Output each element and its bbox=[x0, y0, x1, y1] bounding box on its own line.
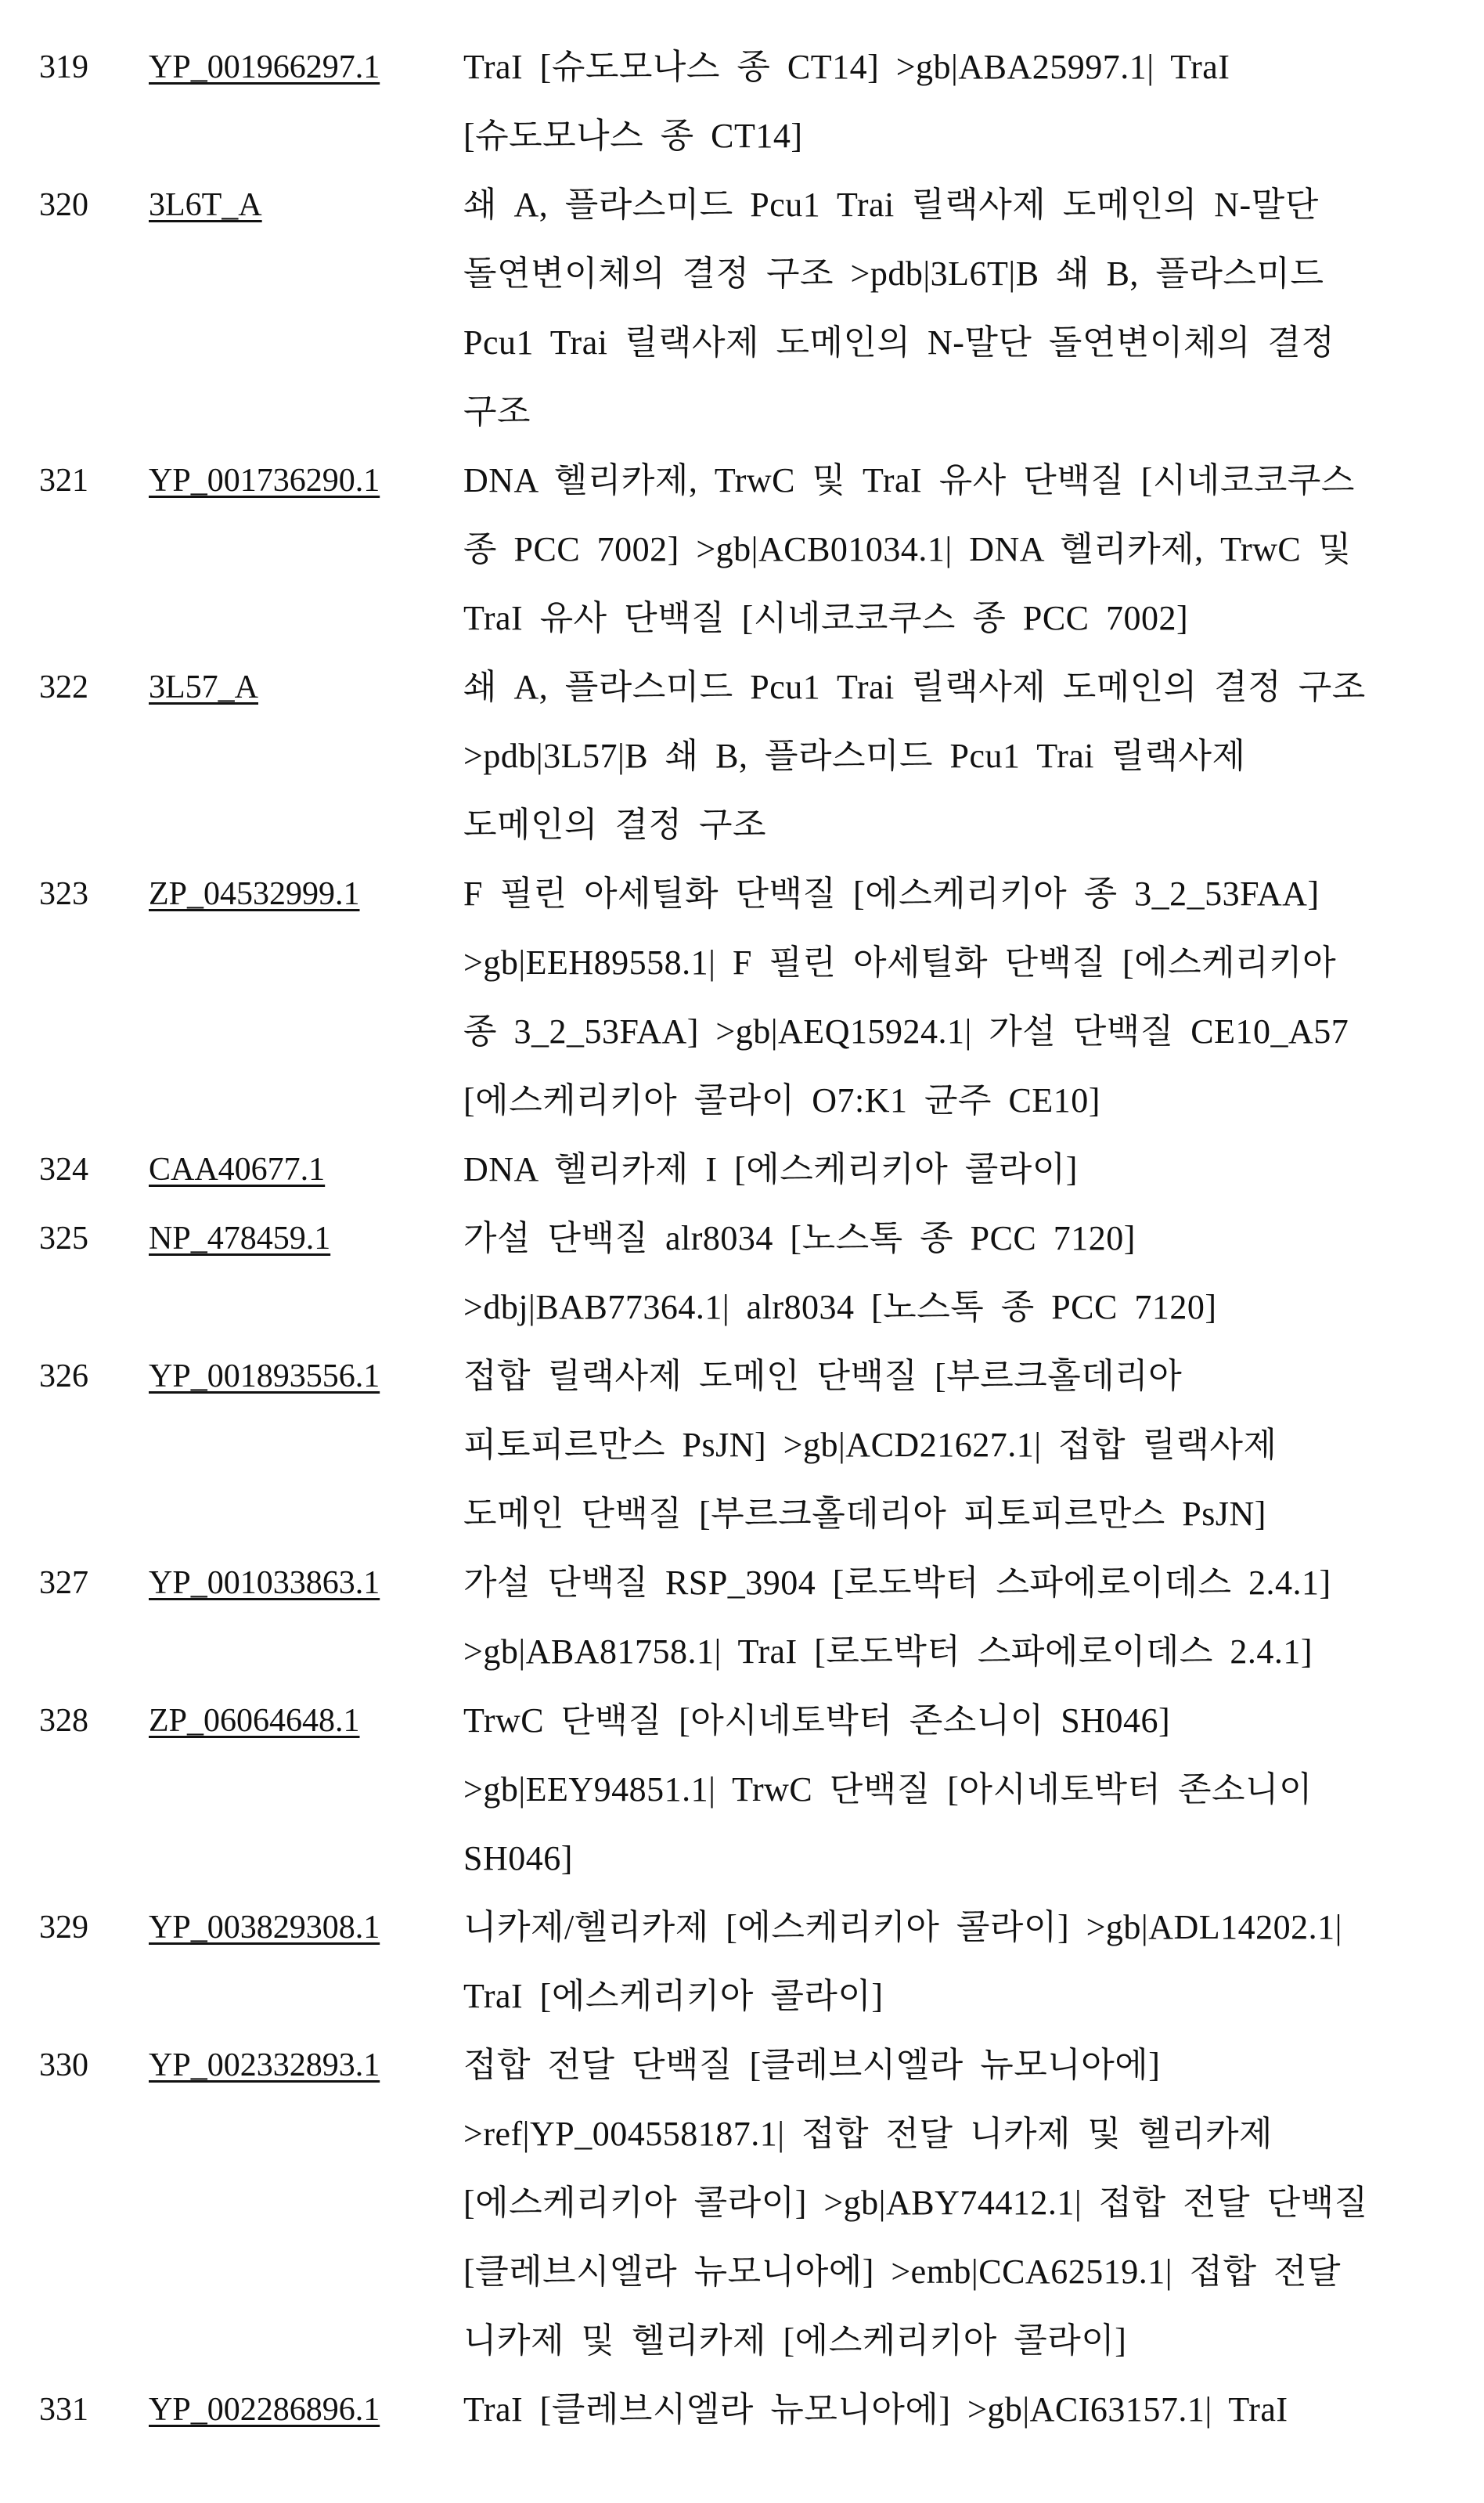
description-line: TrwC 단백질 [아시네토박터 존소니이 SH046] bbox=[463, 1701, 1171, 1740]
entry-number: 320 bbox=[39, 187, 88, 223]
accession-cell bbox=[149, 171, 463, 240]
description-cell bbox=[463, 33, 1434, 171]
description-cell bbox=[463, 1342, 1434, 1549]
accession-link[interactable]: 3L57_A bbox=[149, 669, 258, 705]
description-line: TraI [슈도모나스 종 CT14] >gb|ABA25997.1| TraI bbox=[463, 48, 1230, 86]
accession-cell bbox=[149, 1204, 463, 1273]
entry-number: 323 bbox=[39, 876, 88, 912]
table-row bbox=[0, 171, 1484, 446]
table-row bbox=[0, 653, 1484, 860]
description-line: DNA 헬리카제 I [에스케리키아 콜라이] bbox=[463, 1150, 1078, 1188]
sequence-table bbox=[0, 33, 1484, 2444]
description-line: >ref|YP_004558187.1| 접합 전달 니카제 및 헬리카제 bbox=[463, 2115, 1273, 2153]
table-row bbox=[0, 1204, 1484, 1342]
accession-cell bbox=[149, 1342, 463, 1411]
accession-link[interactable]: 3L6T_A bbox=[149, 187, 262, 223]
entry-number: 322 bbox=[39, 669, 88, 705]
table-row bbox=[0, 1342, 1484, 1549]
description-line: [에스케리키아 콜라이] >gb|ABY74412.1| 접합 전달 단백질 bbox=[463, 2184, 1368, 2222]
description-line: F 필린 아세틸화 단백질 [에스케리키아 종 3_2_53FAA] bbox=[463, 875, 1320, 913]
description-line: 쇄 A, 플라스미드 Pcu1 Trai 릴랙사제 도메인의 결정 구조 bbox=[463, 668, 1366, 706]
table-row bbox=[0, 2375, 1484, 2444]
description-line: TraI [클레브시엘라 뉴모니아에] >gb|ACI63157.1| TraI bbox=[463, 2390, 1288, 2429]
table-row bbox=[0, 1549, 1484, 1686]
description-line: [슈도모나스 종 CT14] bbox=[463, 117, 803, 155]
description-line: 돌연변이체의 결정 구조 >pdb|3L6T|B 쇄 B, 플라스미드 bbox=[463, 254, 1324, 293]
accession-cell bbox=[149, 653, 463, 722]
entry-number: 321 bbox=[39, 463, 88, 499]
description-line: 구조 bbox=[463, 392, 531, 431]
accession-cell bbox=[149, 860, 463, 929]
entry-number: 324 bbox=[39, 1152, 88, 1188]
accession-cell bbox=[149, 1549, 463, 1618]
accession-cell bbox=[149, 1135, 463, 1204]
description-cell bbox=[463, 2031, 1434, 2375]
entry-number: 328 bbox=[39, 1703, 88, 1739]
table-row bbox=[0, 1893, 1484, 2031]
description-line: 접합 릴랙사제 도메인 단백질 [부르크홀데리아 bbox=[463, 1357, 1183, 1395]
accession-link[interactable]: YP_001966297.1 bbox=[149, 49, 380, 85]
entry-number: 330 bbox=[39, 2047, 88, 2083]
description-line: >pdb|3L57|B 쇄 B, 플라스미드 Pcu1 Trai 릴랙사제 bbox=[463, 737, 1246, 775]
accession-cell bbox=[149, 1686, 463, 1755]
description-line: 니카제 및 헬리카제 [에스케리키아 콜라이] bbox=[463, 2321, 1127, 2360]
description-cell bbox=[463, 860, 1434, 1135]
description-line: DNA 헬리카제, TrwC 및 TraI 유사 단백질 [시네코코쿠스 bbox=[463, 461, 1355, 500]
description-cell bbox=[463, 1893, 1434, 2031]
description-line: TraI [에스케리키아 콜라이] bbox=[463, 1977, 884, 2015]
accession-link[interactable]: ZP_06064648.1 bbox=[149, 1703, 360, 1739]
table-row bbox=[0, 33, 1484, 171]
description-cell bbox=[463, 1135, 1434, 1204]
description-line: 가설 단백질 RSP_3904 [로도박터 스파에로이데스 2.4.1] bbox=[463, 1563, 1331, 1602]
description-line: 도메인 단백질 [부르크홀데리아 피토피르만스 PsJN] bbox=[463, 1495, 1266, 1533]
accession-cell bbox=[149, 446, 463, 515]
description-line: SH046] bbox=[463, 1839, 573, 1877]
description-line: 피토피르만스 PsJN] >gb|ACD21627.1| 접합 릴랙사제 bbox=[463, 1426, 1277, 1464]
description-line: 도메인의 결정 구조 bbox=[463, 806, 767, 844]
accession-link[interactable]: YP_001893556.1 bbox=[149, 1358, 380, 1394]
description-line: >dbj|BAB77364.1| alr8034 [노스톡 종 PCC 7120] bbox=[463, 1288, 1217, 1326]
accession-link[interactable]: NP_478459.1 bbox=[149, 1221, 331, 1257]
description-line: [에스케리키아 콜라이 O7:K1 균주 CE10] bbox=[463, 1081, 1100, 1120]
description-line: >gb|ABA81758.1| TraI [로도박터 스파에로이데스 2.4.1] bbox=[463, 1632, 1313, 1671]
table-row bbox=[0, 860, 1484, 1135]
accession-link[interactable]: CAA40677.1 bbox=[149, 1152, 326, 1188]
description-line: >gb|EEH89558.1| F 필린 아세틸화 단백질 [에스케리키아 bbox=[463, 943, 1337, 982]
entry-number: 326 bbox=[39, 1358, 88, 1394]
description-line: 니카제/헬리카제 [에스케리키아 콜라이] >gb|ADL14202.1| bbox=[463, 1908, 1342, 1946]
accession-link[interactable]: YP_003829308.1 bbox=[149, 1910, 380, 1946]
table-row bbox=[0, 1135, 1484, 1204]
description-cell bbox=[463, 171, 1434, 446]
table-row bbox=[0, 2031, 1484, 2375]
table-row bbox=[0, 446, 1484, 653]
table-row bbox=[0, 1686, 1484, 1893]
accession-link[interactable]: YP_001736290.1 bbox=[149, 463, 380, 499]
description-cell bbox=[463, 653, 1434, 860]
description-cell bbox=[463, 1549, 1434, 1686]
description-cell bbox=[463, 446, 1434, 653]
description-line: 종 3_2_53FAA] >gb|AEQ15924.1| 가설 단백질 CE10_A57 bbox=[463, 1012, 1349, 1051]
description-cell bbox=[463, 2375, 1434, 2444]
entry-number: 331 bbox=[39, 2392, 88, 2428]
description-cell bbox=[463, 1686, 1434, 1893]
accession-link[interactable]: YP_002332893.1 bbox=[149, 2047, 380, 2083]
description-line: 쇄 A, 플라스미드 Pcu1 Trai 릴랙사제 도메인의 N-말단 bbox=[463, 186, 1319, 224]
entry-number: 329 bbox=[39, 1910, 88, 1946]
accession-link[interactable]: YP_002286896.1 bbox=[149, 2392, 380, 2428]
entry-number: 325 bbox=[39, 1221, 88, 1257]
description-line: Pcu1 Trai 릴랙사제 도메인의 N-말단 돌연변이체의 결정 bbox=[463, 323, 1335, 362]
accession-cell bbox=[149, 2031, 463, 2100]
description-line: 가설 단백질 alr8034 [노스톡 종 PCC 7120] bbox=[463, 1219, 1136, 1257]
accession-link[interactable]: YP_001033863.1 bbox=[149, 1565, 380, 1601]
accession-cell bbox=[149, 33, 463, 102]
entry-number: 327 bbox=[39, 1565, 88, 1601]
description-line: TraI 유사 단백질 [시네코코쿠스 종 PCC 7002] bbox=[463, 599, 1189, 637]
entry-number: 319 bbox=[39, 49, 88, 85]
description-line: [클레브시엘라 뉴모니아에] >emb|CCA62519.1| 접합 전달 bbox=[463, 2252, 1342, 2291]
accession-cell bbox=[149, 2375, 463, 2444]
description-line: >gb|EEY94851.1| TrwC 단백질 [아시네토박터 존소니이 bbox=[463, 1770, 1313, 1809]
accession-link[interactable]: ZP_04532999.1 bbox=[149, 876, 360, 912]
accession-cell bbox=[149, 1893, 463, 1962]
description-line: 종 PCC 7002] >gb|ACB01034.1| DNA 헬리카제, TrwC 및 bbox=[463, 530, 1352, 568]
description-line: 접합 전달 단백질 [클레브시엘라 뉴모니아에] bbox=[463, 2046, 1161, 2084]
description-cell bbox=[463, 1204, 1434, 1342]
